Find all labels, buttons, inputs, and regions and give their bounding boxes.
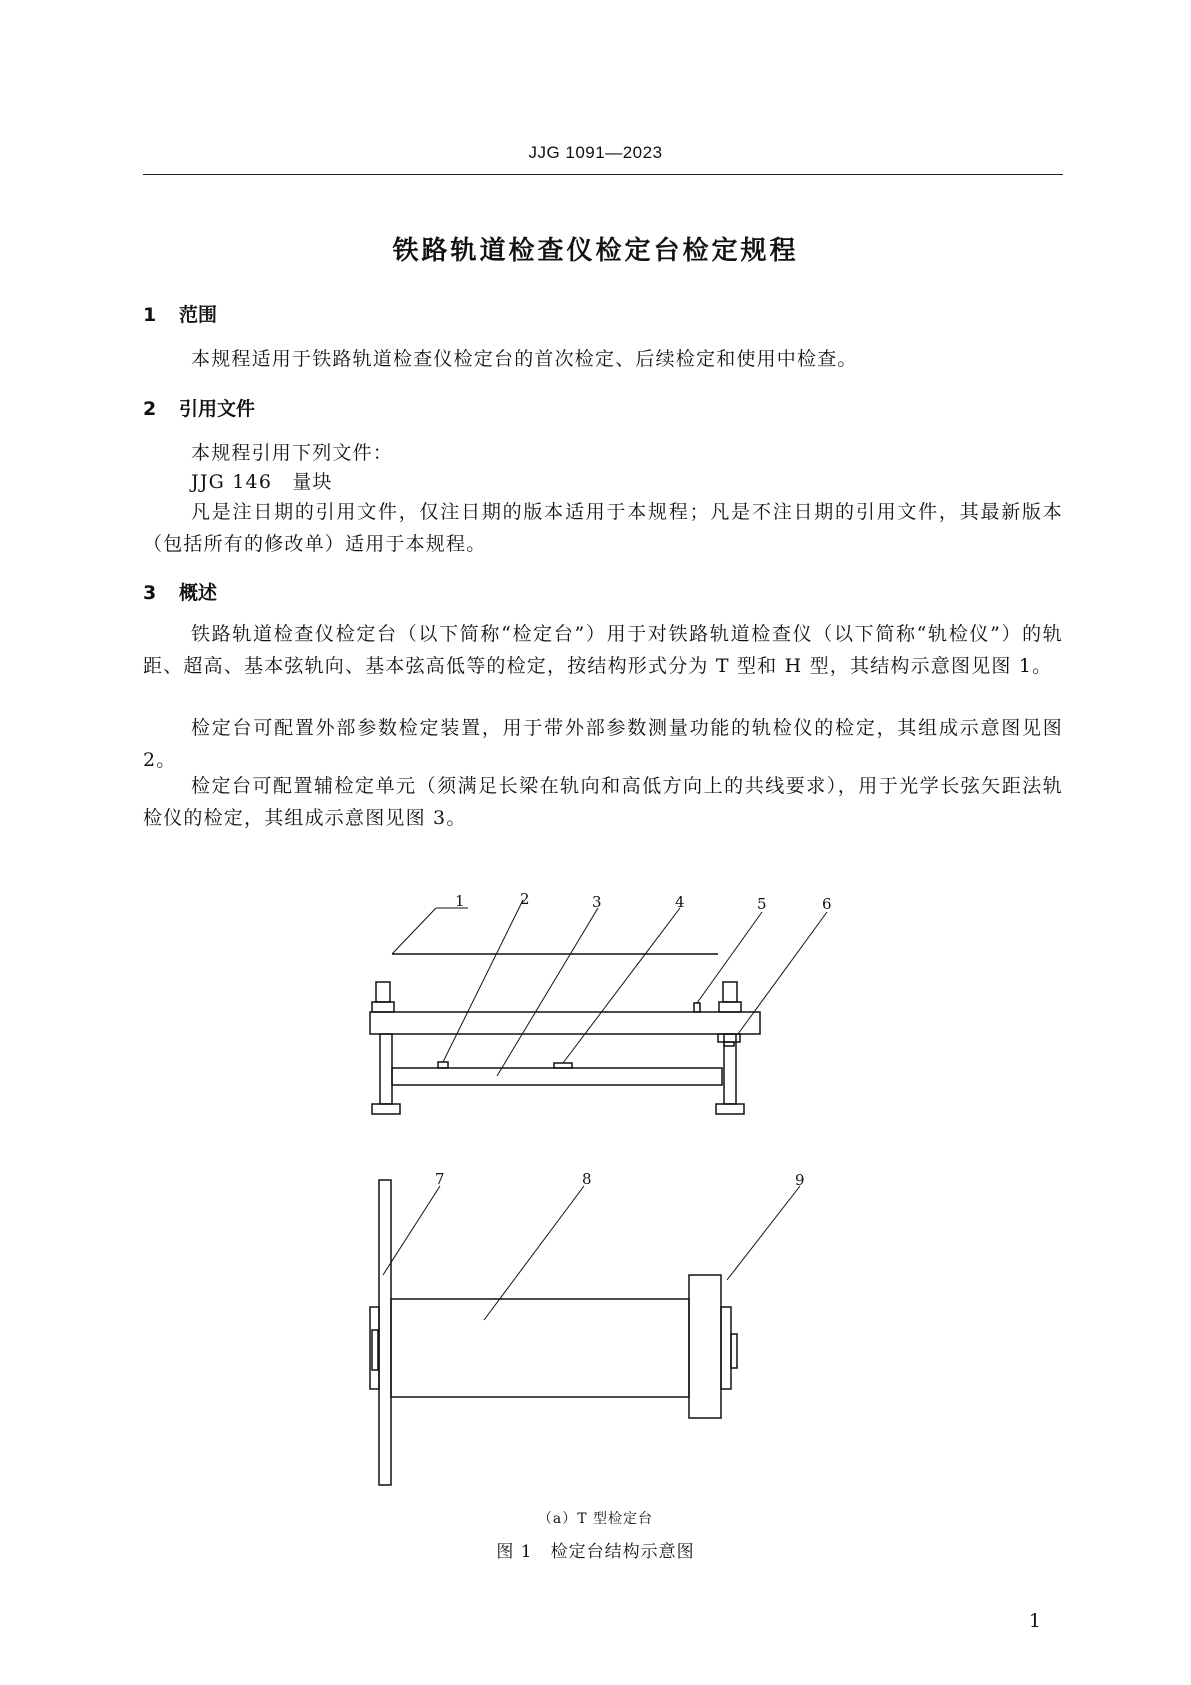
paragraph-scope: 本规程适用于铁路轨道检查仪检定台的首次检定、后续检定和使用中检查。 [191,348,858,370]
side-view-drawing [370,954,760,1114]
figure-caption: 图 1 检定台结构示意图 [496,1542,695,1562]
section-heading-scope [143,300,217,327]
page-number: 1 [1028,1610,1041,1632]
paragraph-overview-1: 铁路轨道检查仪检定台（以下简称“检定台”）用于对铁路轨道检查仪（以下简称“轨检仪”）的轨距、超高、基本弦轨向、基本弦高低等的检定，按结构形式分为 T 型和 H 型，其结构示意图见图 1。 [143,623,1063,677]
section-title: 概述 [179,582,218,604]
plan-view-leader-lines [383,1186,800,1320]
callout-label-9: 9 [795,1171,805,1189]
section-number: 3 [143,582,157,604]
paragraph-references-intro: 本规程引用下列文件： [191,442,394,464]
section-number: 2 [143,398,157,420]
section-heading-references [143,394,255,421]
reference-item: JJG 146 量块 [191,471,333,493]
section-heading-overview [143,578,217,605]
document-title: 铁路轨道检查仪检定台检定规程 [392,236,799,266]
section-title: 引用文件 [179,398,256,420]
callout-label-2: 2 [520,890,530,908]
figure-subcaption: （a）T 型检定台 [537,1511,654,1527]
paragraph-overview-2: 检定台可配置外部参数检定装置，用于带外部参数测量功能的轨检仪的检定，其组成示意图见图 2。 [143,717,1063,771]
section-number: 1 [143,304,157,326]
callout-label-7: 7 [435,1170,445,1188]
callout-label-1: 1 [455,892,465,910]
callout-label-8: 8 [582,1170,592,1188]
plan-view-drawing [370,1180,737,1485]
callout-label-3: 3 [592,893,602,911]
callout-labels [435,890,832,1189]
paragraph-references-note: 凡是注日期的引用文件，仅注日期的版本适用于本规程；凡是不注日期的引用文件，其最新版本（包括所有的修改单）适用于本规程。 [143,501,1063,555]
callout-label-6: 6 [822,895,832,913]
paragraph-overview-3: 检定台可配置辅检定单元（须满足长梁在轨向和高低方向上的共线要求），用于光学长弦矢距法轨检仪的检定，其组成示意图见图 3。 [143,775,1063,829]
header-rule [143,174,1063,175]
callout-label-5: 5 [757,895,767,913]
figure-t-type-calibration-stand [0,890,1191,1510]
section-title: 范围 [179,304,218,326]
callout-label-4: 4 [675,893,685,911]
header-standard-code: JJG 1091—2023 [528,143,663,162]
side-view-leader-lines [392,900,827,1076]
